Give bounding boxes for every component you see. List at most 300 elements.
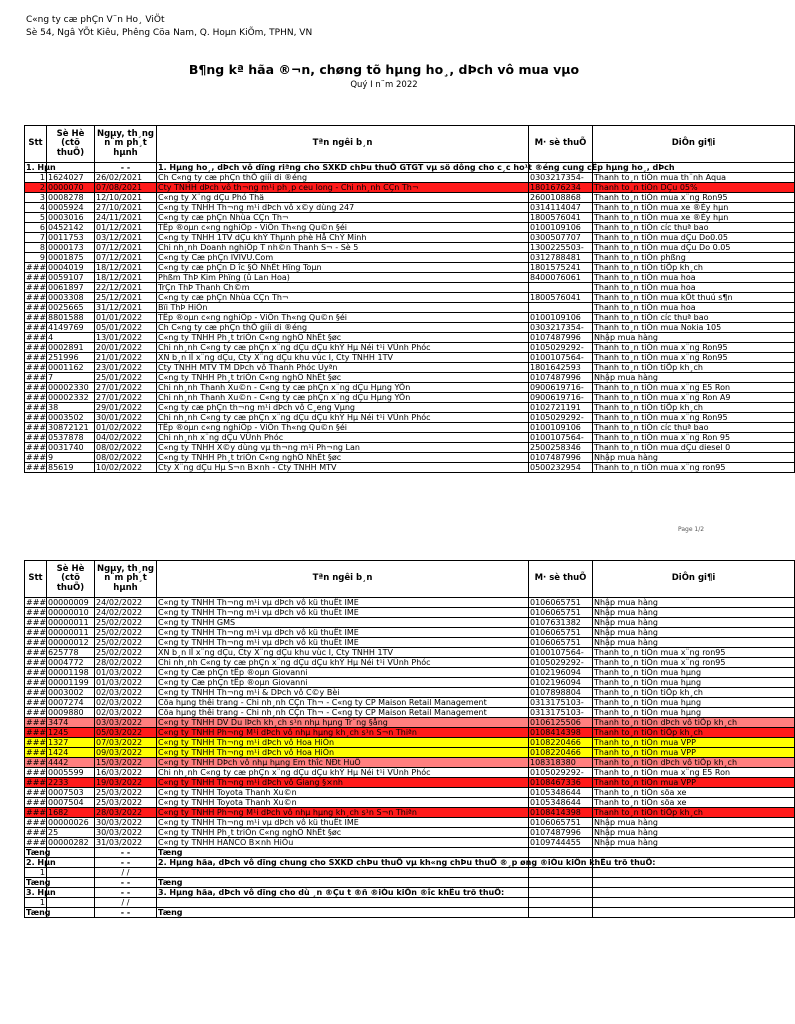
cell-seller: 3. Hµng hãa, dÞch vô dïng cho dù ¸n ®Çu t ®ñ ®iÒu kiÖn ®îc khÊu trõ thuÕ: — [157, 888, 529, 898]
cell-invoice-no: 0004772 — [47, 658, 95, 668]
cell-tax-code: 0108467336 — [529, 778, 593, 788]
cell-date: 07/12/2021 — [95, 253, 157, 263]
cell-description: Thanh to¸n tiÒn tiÕp kh¸ch — [593, 403, 795, 413]
cell-description: Thanh to¸n tiÒn mua x¨ng Ron95 — [593, 343, 795, 353]
cell-invoice-no: 00002330 — [47, 383, 95, 393]
cell-seller: C«ng ty TNHH Th¬ng m¹i vµ dÞch vô kü thuËt IME — [157, 638, 529, 648]
cell-seller: Cöa hµng thêi trang - Chi nh¸nh CÇn Th¬ - C«ng ty CP Maison Retail Management — [157, 698, 529, 708]
table-row — [25, 363, 795, 373]
cell-description: Thanh to¸n tiÒn tiÕp kh¸ch — [593, 688, 795, 698]
cell-date: - - — [95, 888, 157, 898]
cell-description: Nhập mua hàng — [593, 828, 795, 838]
cell-tax-code: 0312788481 — [529, 253, 593, 263]
cell-description: Thanh to¸n tiÒn mua x¨ng Ron 95 — [593, 433, 795, 443]
cell-stt: 5 — [25, 213, 47, 223]
cell-date: 31/12/2021 — [95, 303, 157, 313]
cell-tax-code: 0107487996 — [529, 333, 593, 343]
cell-description: Thanh to¸n tiÒn mua xe ®Èy hµn — [593, 203, 795, 213]
cell-date: 31/03/2022 — [95, 838, 157, 848]
cell-tax-code — [529, 898, 593, 908]
cell-tax-code — [529, 868, 593, 878]
cell-date: 24/11/2021 — [95, 213, 157, 223]
cell-stt: ### — [26, 433, 47, 442]
cell-date: - - — [95, 878, 157, 888]
cell-stt: ### — [26, 413, 47, 422]
cell-invoice-no: 4442 — [47, 758, 95, 768]
table-row — [25, 698, 795, 708]
cell-date: 03/12/2021 — [95, 233, 157, 243]
cell-invoice-no: 00000026 — [47, 818, 95, 828]
cell-invoice-no: 0001875 — [47, 253, 95, 263]
col-header-date: Ngµy, th¸ng n¨m ph¸t hµnh — [95, 561, 157, 598]
table-row — [25, 818, 795, 828]
table-row — [25, 433, 795, 443]
cell-stt: Tæng — [26, 878, 51, 887]
table-row — [25, 728, 795, 738]
cell-description: Nhập mua hàng — [593, 638, 795, 648]
cell-tax-code: 0303217354- — [529, 323, 593, 333]
cell-description: Thanh to¸n tiÒn phßng — [593, 253, 795, 263]
col-header-stt: Stt — [25, 126, 47, 163]
cell-tax-code: 0108414398 — [529, 728, 593, 738]
cell-description: Thanh to¸n tiÒn mua hµng — [593, 668, 795, 678]
cell-description: Thanh to¸n tiÒn mua x¨ng Ron95 — [593, 413, 795, 423]
cell-seller: Chi nh¸nh Doanh nghiÖp T nh©n Thanh S¬ - Sè 5 — [157, 243, 529, 253]
cell-tax-code: 2600108868 — [529, 193, 593, 203]
cell-description: Nhập mua hàng — [593, 608, 795, 618]
cell-description: Thanh to¸n tiÒn tiÕp kh¸ch — [593, 808, 795, 818]
cell-description: Thanh to¸n tiÒn cíc thuª bao — [593, 223, 795, 233]
cell-seller: C«ng ty TNHH Th¬ng m¹i vµ dÞch vô kü thuËt IME — [157, 818, 529, 828]
cell-description: Thanh to¸n tiÒn mua dÇu diesel 0 — [593, 443, 795, 453]
table-row — [25, 758, 795, 768]
cell-description: Thanh to¸n tiÒn mua hoa — [593, 273, 795, 283]
cell-seller: Ch C«ng ty cæ phÇn thÕ giíi di ®éng — [157, 173, 529, 183]
table-row — [25, 688, 795, 698]
cell-tax-code: 1801575241 — [529, 263, 593, 273]
cell-description: Thanh to¸n tiÒn mua th¨nh Aqua — [593, 173, 795, 183]
cell-seller: Bïi ThÞ HiÒn — [157, 303, 529, 313]
cell-description: Nhập mua hàng — [593, 333, 795, 343]
cell-date: - - — [95, 908, 157, 918]
table-row — [25, 183, 795, 193]
cell-description — [593, 868, 795, 878]
cell-invoice-no: 1624027 — [47, 173, 95, 183]
cell-invoice-no: 7 — [47, 373, 95, 383]
cell-date: 30/01/2022 — [95, 413, 157, 423]
cell-stt: ### — [26, 788, 47, 797]
cell-stt: ### — [26, 828, 47, 837]
table-row — [25, 888, 795, 898]
cell-stt: ### — [26, 323, 47, 332]
col-header-stt: Stt — [25, 561, 47, 598]
cell-description: Thanh to¸n tiÒn mua hµng — [593, 678, 795, 688]
cell-invoice-no: 25 — [47, 828, 95, 838]
cell-date: 12/10/2021 — [95, 193, 157, 203]
table-row — [25, 808, 795, 818]
cell-seller: Chi nh¸nh Thanh Xu©n - C«ng ty cæ phÇn x¨ng dÇu Hµng YÕn — [157, 393, 529, 403]
cell-tax-code: 0107487996 — [529, 828, 593, 838]
cell-description — [593, 888, 795, 898]
cell-tax-code: 0108220466 — [529, 748, 593, 758]
cell-date: 24/02/2022 — [95, 598, 157, 608]
table-row — [25, 233, 795, 243]
cell-seller: Tæng — [157, 878, 529, 888]
cell-date: - - — [95, 848, 157, 858]
cell-seller: Cöa hµng thêi trang - Chi nh¸nh CÇn Th¬ - C«ng ty CP Maison Retail Management — [157, 708, 529, 718]
cell-stt: ### — [26, 678, 47, 687]
cell-seller: TËp ®oµn c«ng nghiÖp - ViÔn Th«ng Qu©n §éi — [157, 223, 529, 233]
cell-stt: 9 — [25, 253, 47, 263]
cell-invoice-no: 8801588 — [47, 313, 95, 323]
cell-stt: ### — [26, 303, 47, 312]
cell-seller — [157, 898, 529, 908]
cell-stt: Tæng — [26, 908, 51, 917]
cell-seller: C«ng ty TNHH DV Du lÞch kh¸ch s¹n nhµ hµng Tr¨ng §ång — [157, 718, 529, 728]
cell-description: Thanh to¸n tiÒn mua VPP — [593, 738, 795, 748]
cell-seller: Chi nh¸nh Thanh Xu©n - C«ng ty cæ phÇn x¨ng dÇu Hµng YÕn — [157, 383, 529, 393]
cell-seller: C«ng ty TNHH Th¬ng m¹i dÞch vô Hoa HiÒn — [157, 738, 529, 748]
table-row — [25, 678, 795, 688]
company-header — [26, 14, 312, 40]
table-row — [25, 303, 795, 313]
cell-invoice-no — [47, 908, 95, 918]
table-row — [25, 173, 795, 183]
cell-date: 02/03/2022 — [95, 708, 157, 718]
cell-tax-code: 0106065751 — [529, 628, 593, 638]
cell-stt: Tæng — [26, 848, 51, 857]
cell-tax-code: 0105029292- — [529, 413, 593, 423]
cell-stt: 2. Hµn — [26, 858, 56, 867]
cell-seller: Tæng — [157, 848, 529, 858]
cell-invoice-no — [47, 878, 95, 888]
cell-date: 10/02/2022 — [95, 463, 157, 473]
cell-stt: ### — [26, 423, 47, 432]
cell-invoice-no: 4149769 — [47, 323, 95, 333]
cell-date: 25/02/2022 — [95, 638, 157, 648]
cell-seller: C«ng ty TNHH HANCO B×nh HiÒu — [157, 838, 529, 848]
cell-stt: 3. Hµn — [26, 888, 56, 897]
table-row — [25, 203, 795, 213]
cell-seller: C«ng ty Cæ phÇn tËp ®oµn Giovanni — [157, 668, 529, 678]
cell-description — [593, 848, 795, 858]
cell-tax-code: 0102196094 — [529, 678, 593, 688]
cell-seller: XN b¸n lÎ x¨ng dÇu, Cty X¨ng dÇu khu vùc I, Cty TNHH 1TV — [157, 648, 529, 658]
table-row — [25, 323, 795, 333]
cell-invoice-no: 1327 — [47, 738, 95, 748]
table-row — [25, 788, 795, 798]
cell-seller: C«ng ty TNHH Th¬ng m¹i & DÞch vô C©y Bèi — [157, 688, 529, 698]
cell-invoice-no: 00001199 — [47, 678, 95, 688]
cell-date: 07/08/2021 — [95, 183, 157, 193]
cell-invoice-no: 0003016 — [47, 213, 95, 223]
cell-date: 09/03/2022 — [95, 748, 157, 758]
cell-seller: C«ng ty TNHH Ph¸t triÓn C«ng nghÖ NhÊt §øc — [157, 453, 529, 463]
cell-stt: ### — [26, 608, 47, 617]
table-row — [25, 858, 795, 868]
table-row — [25, 908, 795, 918]
cell-stt: ### — [26, 343, 47, 352]
cell-description: Nhập mua hàng — [593, 453, 795, 463]
table-row — [25, 403, 795, 413]
cell-tax-code: 2500258346 — [529, 443, 593, 453]
table-row — [25, 738, 795, 748]
table-row — [25, 768, 795, 778]
cell-date: 27/01/2022 — [95, 393, 157, 403]
cell-description: Thanh to¸n tiÒn tiÕp kh¸ch — [593, 728, 795, 738]
cell-invoice-no: 0537878 — [47, 433, 95, 443]
cell-description: Thanh to¸n tiÒn mua hoa — [593, 303, 795, 313]
cell-seller: C«ng ty TNHH Th¬ng m¹i vµ dÞch vô kü thuËt IME — [157, 608, 529, 618]
cell-description: Thanh to¸n tiÒn mua x¨ng ron95 — [593, 648, 795, 658]
cell-description — [593, 898, 795, 908]
cell-seller: C«ng ty TNHH Ph¸t triÓn C«ng nghÖ NhÊt §øc — [157, 828, 529, 838]
cell-description: Thanh to¸n tiÒn mua x¨ng Ron A9 — [593, 393, 795, 403]
table-row — [25, 373, 795, 383]
cell-description: Thanh to¸n tiÒn mua hµng — [593, 698, 795, 708]
cell-tax-code: 0106065751 — [529, 818, 593, 828]
table-row — [25, 708, 795, 718]
cell-seller: C«ng ty TNHH 1TV dÇu khÝ Thµnh phè Hå ChÝ Minh — [157, 233, 529, 243]
cell-seller: Chi nh¸nh x¨ng dÇu VÜnh Phóc — [157, 433, 529, 443]
cell-invoice-no: 00000009 — [47, 598, 95, 608]
cell-date: 25/03/2022 — [95, 788, 157, 798]
cell-tax-code — [529, 848, 593, 858]
cell-description: Nhập mua hàng — [593, 818, 795, 828]
cell-date: 18/12/2021 — [95, 263, 157, 273]
cell-tax-code — [529, 303, 593, 313]
table-row — [25, 608, 795, 618]
table-row — [25, 778, 795, 788]
cell-date: 28/03/2022 — [95, 808, 157, 818]
cell-description: Thanh to¸n tiÒn mua hoa — [593, 283, 795, 293]
cell-description: Nhập mua hàng — [593, 838, 795, 848]
cell-stt: ### — [26, 638, 47, 647]
cell-description: Thanh to¸n tiÒn söa xe — [593, 798, 795, 808]
table-row — [25, 798, 795, 808]
cell-stt: ### — [26, 393, 47, 402]
cell-date: 15/03/2022 — [95, 758, 157, 768]
cell-stt: ### — [26, 708, 47, 717]
cell-stt: ### — [26, 403, 47, 412]
table-row — [25, 718, 795, 728]
cell-stt: 1 — [25, 898, 47, 908]
table-row — [25, 283, 795, 293]
cell-date: - - — [95, 163, 157, 173]
cell-seller: Tæng — [157, 908, 529, 918]
cell-tax-code: 0314114047 — [529, 203, 593, 213]
cell-invoice-no: 00000011 — [47, 618, 95, 628]
cell-description: Thanh to¸n tiÒn mua VPP — [593, 748, 795, 758]
cell-date: 07/03/2022 — [95, 738, 157, 748]
cell-description: Thanh to¸n tiÒn dÞch vô tiÕp kh¸ch — [593, 718, 795, 728]
cell-description: Thanh to¸n tiÒn mua x¨ng ron95 — [593, 463, 795, 473]
table-row — [25, 878, 795, 888]
cell-description: Thanh to¸n tiÒn mua x¨ng E5 Ron — [593, 768, 795, 778]
cell-description: Thanh to¸n tiÒn mua dÇu Do 0.05 — [593, 243, 795, 253]
page-marker: Page 1/2 — [678, 526, 705, 533]
table-row — [25, 213, 795, 223]
cell-seller: C«ng ty TNHH X©y dùng vµ th¬ng m¹i Ph¬ng Lan — [157, 443, 529, 453]
cell-date: 25/03/2022 — [95, 798, 157, 808]
cell-invoice-no: 0004019 — [47, 263, 95, 273]
cell-description: Thanh to¸n tiÒn mua x¨ng Ron95 — [593, 353, 795, 363]
cell-invoice-no: 0000070 — [47, 183, 95, 193]
cell-tax-code — [529, 908, 593, 918]
cell-tax-code: 0107487996 — [529, 373, 593, 383]
cell-seller: C«ng ty TNHH Ph¬ng M¹i dÞch vô nhµ hµng kh¸ch s¹n S¬n Thiªn — [157, 808, 529, 818]
cell-description: Thanh to¸n tiÒn mua x¨ng ron95 — [593, 658, 795, 668]
cell-date: 05/03/2022 — [95, 728, 157, 738]
cell-seller: C«ng ty TNHH Th¬ng m¹i dÞch vô Hoa HiÒn — [157, 748, 529, 758]
cell-invoice-no: 0059107 — [47, 273, 95, 283]
cell-invoice-no: 0452142 — [47, 223, 95, 233]
cell-date: 04/02/2022 — [95, 433, 157, 443]
cell-tax-code: 0900619716- — [529, 383, 593, 393]
cell-seller: C«ng ty TNHH Th¬ng m¹i dÞch vô Giang §×nh — [157, 778, 529, 788]
cell-tax-code: 0105348644 — [529, 798, 593, 808]
cell-description: Thanh to¸n tiÒn mua Nokia 105 — [593, 323, 795, 333]
cell-tax-code: 0106065751 — [529, 608, 593, 618]
cell-invoice-no: 00000010 — [47, 608, 95, 618]
cell-seller: Cty TNHH dÞch vô th¬ng m¹i ph¸p ceu long - Chi nh¸nh CÇn Th¬ — [157, 183, 529, 193]
cell-date: / / — [95, 898, 157, 908]
table-row — [25, 333, 795, 343]
table-row — [25, 273, 795, 283]
cell-invoice-no: 0061897 — [47, 283, 95, 293]
cell-seller: C«ng ty Cæ phÇn tËp ®oµn Giovanni — [157, 678, 529, 688]
cell-tax-code: 0100109106 — [529, 223, 593, 233]
cell-seller: C«ng ty cæ phÇn D îc §Ò NhÊt Hïng Toµn — [157, 263, 529, 273]
cell-date: 30/03/2022 — [95, 818, 157, 828]
cell-description: Thanh to¸n tiÒn cíc thuª bao — [593, 423, 795, 433]
cell-date: 25/01/2022 — [95, 373, 157, 383]
table-header-row — [25, 126, 795, 163]
cell-description: Thanh to¸n tiÒn mua x¨ng E5 Ron — [593, 383, 795, 393]
col-header-seller: Tªn ngêi b¸n — [157, 561, 529, 598]
cell-description: Nhập mua hàng — [593, 373, 795, 383]
cell-description: Thanh to¸n tiÒn mua dÇu Do0.05 — [593, 233, 795, 243]
cell-invoice-no — [47, 848, 95, 858]
table-row — [25, 243, 795, 253]
cell-invoice-no: 625778 — [47, 648, 95, 658]
cell-description — [593, 878, 795, 888]
cell-tax-code — [529, 878, 593, 888]
cell-date: 21/01/2022 — [95, 353, 157, 363]
table-row — [25, 463, 795, 473]
cell-stt: ### — [26, 668, 47, 677]
cell-seller: TËp ®oµn c«ng nghiÖp - ViÔn Th«ng Qu©n §éi — [157, 423, 529, 433]
cell-description: Thanh to¸n tiÒn cíc thuª bao — [593, 313, 795, 323]
cell-stt: ### — [26, 463, 47, 472]
cell-invoice-no: 0007504 — [47, 798, 95, 808]
cell-invoice-no: 00002332 — [47, 393, 95, 403]
cell-invoice-no: 0005924 — [47, 203, 95, 213]
cell-stt: ### — [26, 618, 47, 627]
col-header-invoice-no: Sè Hè (ctõ thuÕ) — [47, 561, 95, 598]
table-row — [25, 648, 795, 658]
cell-tax-code: 0107487996 — [529, 453, 593, 463]
table-row — [25, 193, 795, 203]
cell-invoice-no: 0001162 — [47, 363, 95, 373]
cell-seller: C«ng ty X¨ng dÇu Phó Thä — [157, 193, 529, 203]
cell-date: 25/02/2022 — [95, 628, 157, 638]
cell-description: Nhập mua hàng — [593, 618, 795, 628]
cell-tax-code: 0313175103- — [529, 698, 593, 708]
cell-date: 01/03/2022 — [95, 668, 157, 678]
table-row — [25, 223, 795, 233]
cell-date: 16/03/2022 — [95, 768, 157, 778]
cell-invoice-no: 0007503 — [47, 788, 95, 798]
invoice-table-2 — [24, 560, 795, 918]
table-row — [25, 838, 795, 848]
cell-invoice-no: 0031740 — [47, 443, 95, 453]
cell-tax-code: 0500232954 — [529, 463, 593, 473]
cell-invoice-no: 38 — [47, 403, 95, 413]
cell-stt: ### — [26, 453, 47, 462]
cell-stt: ### — [26, 718, 47, 727]
cell-date: 30/03/2022 — [95, 828, 157, 838]
table-row — [25, 313, 795, 323]
table-row — [25, 393, 795, 403]
cell-description: Thanh to¸n tiÒn söa xe — [593, 788, 795, 798]
cell-stt: ### — [26, 748, 47, 757]
cell-date: 02/03/2022 — [95, 688, 157, 698]
cell-tax-code: 1300225503- — [529, 243, 593, 253]
cell-seller: TËp ®oµn c«ng nghiÖp - ViÔn Th«ng Qu©n §éi — [157, 313, 529, 323]
table-row — [25, 253, 795, 263]
cell-tax-code: 1801676234 — [529, 183, 593, 193]
cell-seller: Cty TNHH MTV TM DÞch vô Thanh Phóc Uyªn — [157, 363, 529, 373]
cell-seller: 1. Hµng ho¸, dÞch vô dïng riªng cho SXKD chÞu thuÕ GTGT vµ sö dông cho c¸c ho¹t ®éng cung cÊp hµng ho¸, dÞch — [158, 163, 675, 172]
cell-seller: C«ng ty TNHH Ph¬ng M¹i dÞch vô nhµ hµng kh¸ch s¹n S¬n Thiªn — [157, 728, 529, 738]
cell-stt: ### — [26, 698, 47, 707]
cell-invoice-no: 0009880 — [47, 708, 95, 718]
cell-stt: ### — [26, 313, 47, 322]
cell-invoice-no: 0005599 — [47, 768, 95, 778]
cell-seller: C«ng ty TNHH Th¬ng m¹i vµ dÞch vô kü thuËt IME — [157, 598, 529, 608]
cell-description: Thanh to¸n tiÒn mua x¨ng Ron95 — [593, 193, 795, 203]
cell-invoice-no: 1682 — [47, 808, 95, 818]
col-header-date: Ngµy, th¸ng n¨m ph¸t hµnh — [95, 126, 157, 163]
cell-stt: ### — [26, 808, 47, 817]
cell-stt: ### — [26, 333, 47, 342]
cell-invoice-no: 0007274 — [47, 698, 95, 708]
col-header-tax-code: M· sè thuÕ — [529, 561, 593, 598]
cell-tax-code: 0100109106 — [529, 313, 593, 323]
cell-date: 27/01/2022 — [95, 383, 157, 393]
cell-tax-code: 0303217354- — [529, 173, 593, 183]
cell-date: 27/10/2021 — [95, 203, 157, 213]
table-row — [25, 618, 795, 628]
cell-stt: 1. Hµn — [26, 163, 56, 172]
cell-description: Thanh to¸n tiÒn mua xe ®Èy hµn — [593, 213, 795, 223]
cell-tax-code: 0109744455 — [529, 838, 593, 848]
cell-tax-code: 0108220466 — [529, 738, 593, 748]
page-subtitle: Quý I n¨m 2022 — [350, 80, 418, 90]
cell-description: Thanh to¸n tiÒn tiÕp kh¸ch — [593, 263, 795, 273]
cell-stt: ### — [26, 363, 47, 372]
cell-tax-code: 1800576041 — [529, 293, 593, 303]
cell-tax-code: 0102721191 — [529, 403, 593, 413]
cell-tax-code: 0900619716- — [529, 393, 593, 403]
table-header-row — [25, 561, 795, 598]
cell-date: 01/02/2022 — [95, 423, 157, 433]
table-row — [25, 383, 795, 393]
cell-invoice-no: 0003502 — [47, 413, 95, 423]
cell-seller: C«ng ty Cæ phÇn IVIVU.Com — [157, 253, 529, 263]
cell-invoice-no: 00000012 — [47, 638, 95, 648]
